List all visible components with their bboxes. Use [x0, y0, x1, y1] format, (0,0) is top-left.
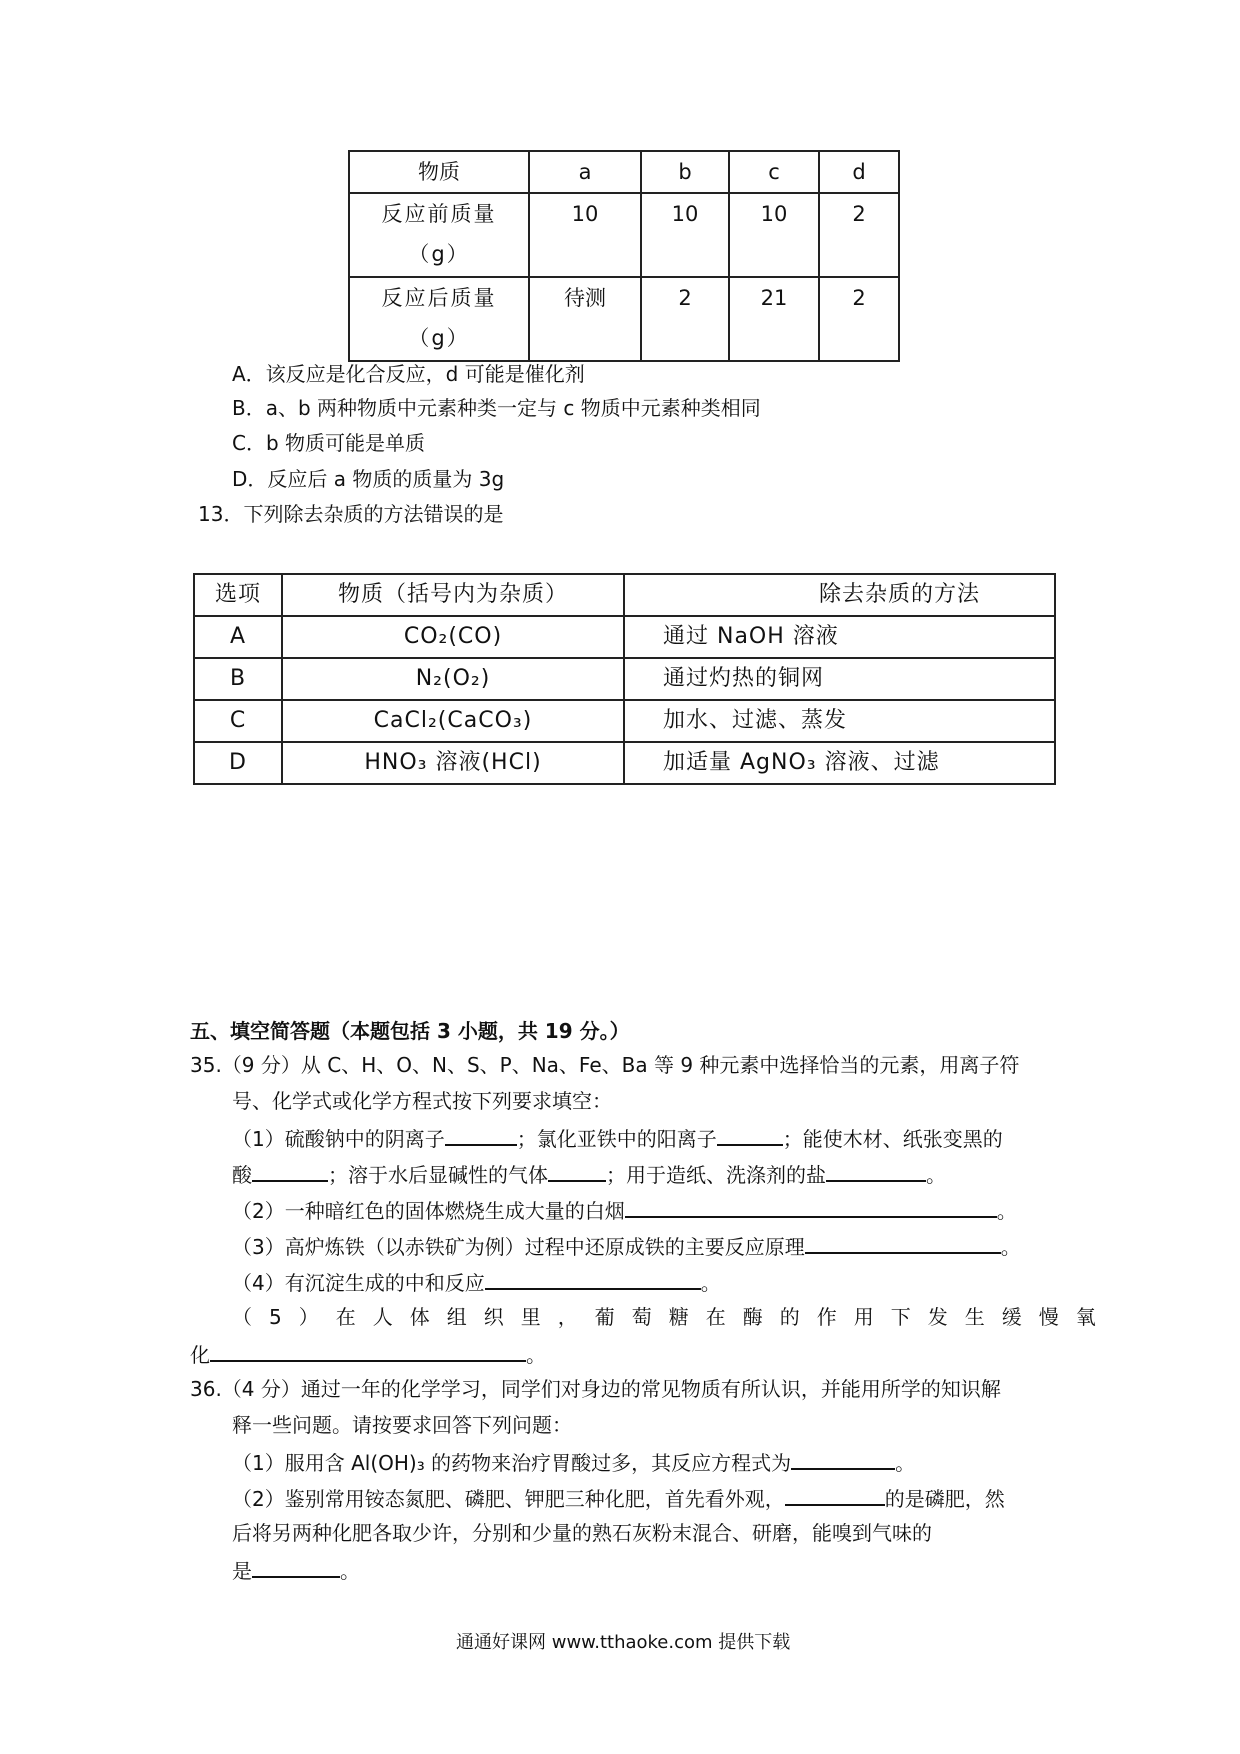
period: 。 [526, 1343, 546, 1367]
q35-p5-text: 化 [190, 1343, 210, 1367]
impurity-option: A [194, 616, 282, 658]
answer-blank[interactable] [785, 1482, 885, 1506]
mass-table [348, 150, 900, 362]
impurity-table-header-cell: 除去杂质的方法 [624, 574, 1055, 616]
impurity-method: 加适量 AgNO₃ 溶液、过滤 [624, 742, 1055, 784]
mass-table-header-cell: a [529, 151, 641, 193]
answer-blank[interactable] [826, 1158, 926, 1182]
q35-part-1 [232, 1122, 1003, 1154]
q35-p2-text: （2）一种暗红色的固体燃烧生成大量的白烟 [232, 1199, 625, 1223]
q36-p2-text: （2）鉴别常用铵态氮肥、磷肥、钾肥三种化肥，首先看外观， [232, 1487, 785, 1511]
q35-p1-text: ；溶于水后显碱性的气体 [328, 1163, 548, 1187]
answer-blank[interactable] [625, 1194, 997, 1218]
q35-p1-text: ；用于造纸、洗涤剂的盐 [606, 1163, 826, 1187]
impurity-option: B [194, 658, 282, 700]
q35-part-5-cont [190, 1338, 546, 1370]
mass-table-cell: 2 [641, 277, 729, 361]
option-d: D．反应后 a 物质的质量为 3g [232, 467, 505, 491]
mass-table-cell: 待测 [529, 277, 641, 361]
period: 。 [926, 1163, 946, 1187]
impurity-method: 通过灼热的铜网 [624, 658, 1055, 700]
q35-p1-text: （1）硫酸钠中的阴离子 [232, 1127, 445, 1151]
question-13: 13．下列除去杂质的方法错误的是 [198, 502, 504, 526]
answer-blank[interactable] [717, 1122, 783, 1146]
q36-p2-text: 的是磷肥，然 [884, 1487, 1005, 1511]
q35-part-5: （5）在人体组织里，葡萄糖在酶的作用下发生缓慢氧 [232, 1305, 1113, 1329]
period: 。 [700, 1271, 721, 1295]
impurity-substance: CO₂(CO) [282, 616, 624, 658]
impurity-method: 通过 NaOH 溶液 [624, 616, 1055, 658]
q36-part-2 [232, 1482, 1005, 1514]
footer: 通通好课网 www.tthaoke.com 提供下载 [456, 1632, 791, 1653]
impurity-substance: CaCl₂(CaCO₃) [282, 700, 624, 742]
option-c: C．b 物质可能是单质 [232, 431, 426, 455]
mass-table-cell: 10 [529, 193, 641, 277]
mass-table-header-cell: c [729, 151, 819, 193]
answer-blank[interactable] [791, 1446, 895, 1470]
q35-p4-text: （4）有沉淀生成的中和反应 [232, 1271, 485, 1295]
answer-blank[interactable] [210, 1338, 526, 1362]
impurity-option: C [194, 700, 282, 742]
answer-blank[interactable] [445, 1122, 517, 1146]
q35-line-2: 号、化学式或化学方程式按下列要求填空： [232, 1089, 612, 1113]
q35-p1-text: ；氯化亚铁中的阳离子 [516, 1127, 717, 1151]
answer-blank[interactable] [485, 1266, 701, 1290]
q36-p1-text: （1）服用含 Al(OH)₃ 的药物来治疗胃酸过多，其反应方程式为 [232, 1451, 792, 1475]
mass-table-header-cell: d [819, 151, 899, 193]
q35-p1-text: 酸 [232, 1163, 252, 1187]
mass-table-cell: 10 [641, 193, 729, 277]
mass-table-cell: 2 [819, 193, 899, 277]
q35-part-2 [232, 1194, 1017, 1226]
section-heading: 五、填空简答题（本题包括 3 小题，共 19 分。） [190, 1019, 630, 1043]
mass-table-row-label: 反应前质量（g） [349, 193, 529, 277]
impurity-table-header-cell: 物质（括号内为杂质） [282, 574, 624, 616]
period: 。 [996, 1199, 1017, 1223]
period: 。 [340, 1559, 360, 1583]
answer-blank[interactable] [252, 1158, 328, 1182]
q36-part-2-cont: 后将另两种化肥各取少许，分别和少量的熟石灰粉末混合、研磨，能嗅到气味的 [232, 1521, 932, 1545]
mass-table-cell: 10 [729, 193, 819, 277]
mass-table-row-label: 反应后质量（g） [349, 277, 529, 361]
option-a: A．该反应是化合反应，d 可能是催化剂 [232, 362, 585, 386]
q35-part-1-cont [232, 1158, 946, 1190]
q35-line-1: 35.（9 分）从 C、H、O、N、S、P、Na、Fe、Ba 等 9 种元素中选择恰当的元素，用离子符 [190, 1053, 1020, 1077]
impurity-table-header-cell: 选项 [194, 574, 282, 616]
mass-table-header-cell: b [641, 151, 729, 193]
q36-part-2-end [232, 1554, 360, 1586]
period: 。 [1000, 1235, 1021, 1259]
q36-p2-text: 是 [232, 1559, 252, 1583]
mass-table-cell: 21 [729, 277, 819, 361]
q35-p1-text: ；能使木材、纸张变黑的 [782, 1127, 1003, 1151]
q36-line-1: 36.（4 分）通过一年的化学学习，同学们对身边的常见物质有所认识，并能用所学的知识解 [190, 1377, 1001, 1401]
impurity-table [193, 573, 1056, 785]
q35-p3-text: （3）高炉炼铁（以赤铁矿为例）过程中还原成铁的主要反应原理 [232, 1235, 805, 1259]
q36-part-1 [232, 1446, 915, 1478]
answer-blank[interactable] [805, 1230, 1001, 1254]
impurity-substance: HNO₃ 溶液(HCl) [282, 742, 624, 784]
period: 。 [895, 1451, 916, 1475]
impurity-substance: N₂(O₂) [282, 658, 624, 700]
q35-part-3 [232, 1230, 1021, 1262]
mass-table-header-cell: 物质 [349, 151, 529, 193]
q35-part-4 [232, 1266, 721, 1298]
answer-blank[interactable] [548, 1158, 606, 1182]
answer-blank[interactable] [252, 1554, 340, 1578]
impurity-method: 加水、过滤、蒸发 [624, 700, 1055, 742]
q36-line-2: 释一些问题。请按要求回答下列问题： [232, 1413, 572, 1437]
mass-table-cell: 2 [819, 277, 899, 361]
option-b: B．a、b 两种物质中元素种类一定与 c 物质中元素种类相同 [232, 396, 761, 420]
impurity-option: D [194, 742, 282, 784]
